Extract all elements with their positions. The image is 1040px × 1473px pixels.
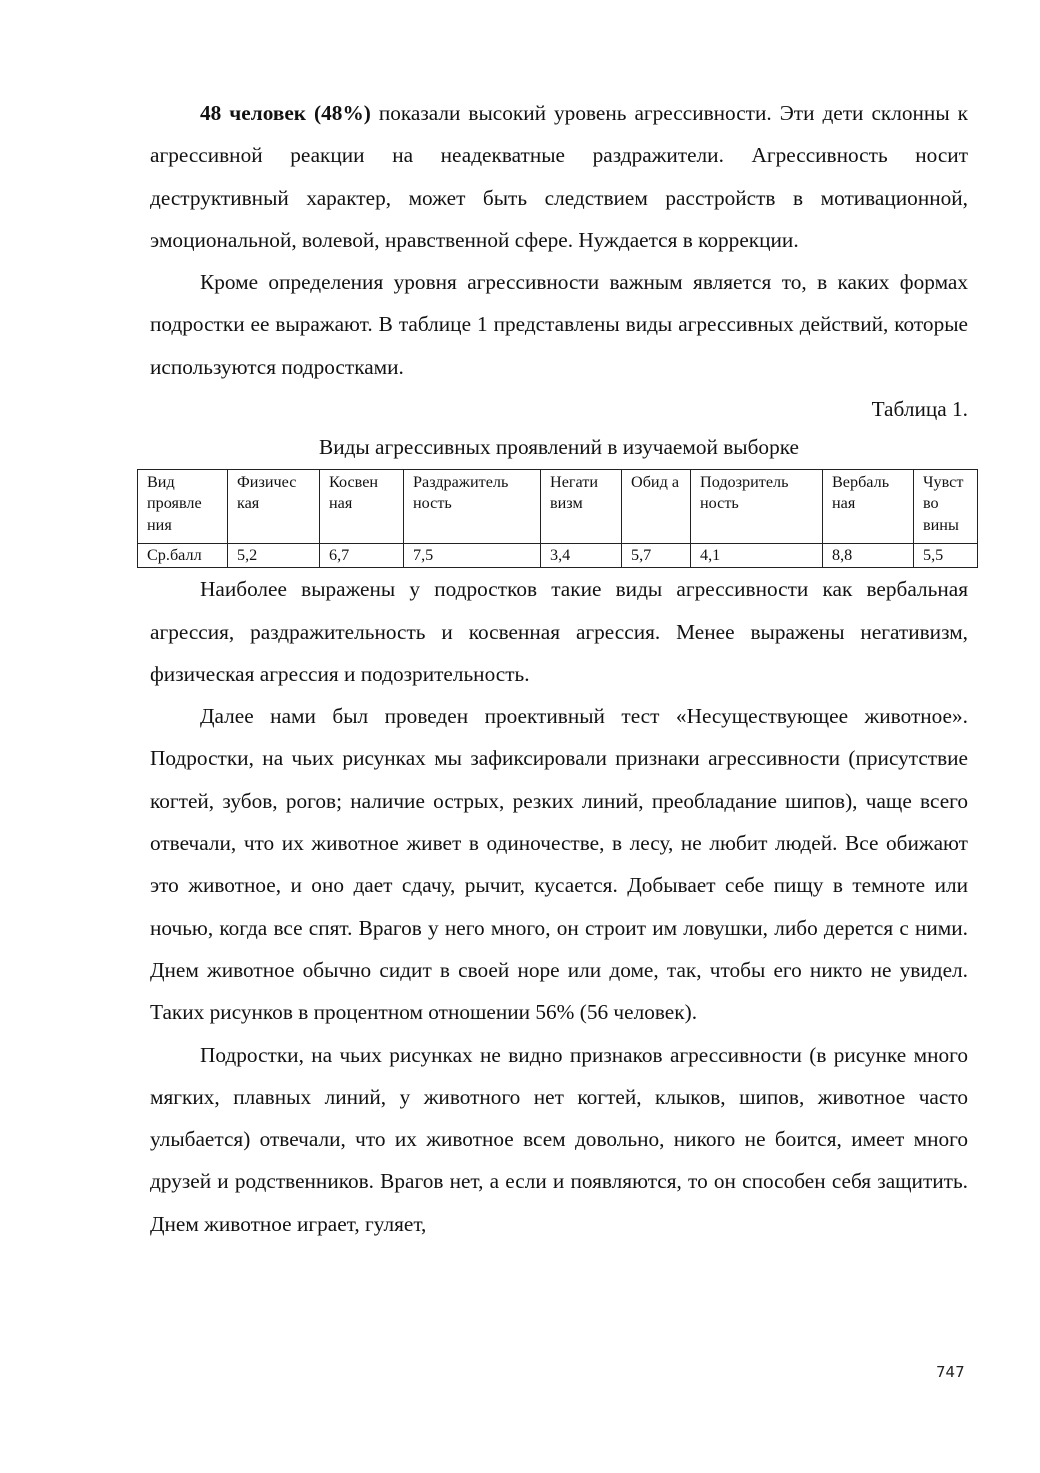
table-cell: 8,8 [823, 543, 914, 568]
table-cell: 5,7 [622, 543, 691, 568]
table-header-cell: Косвен ная [320, 469, 404, 543]
table-header-cell: Негати визм [541, 469, 622, 543]
table-cell: 5,5 [914, 543, 978, 568]
paragraph-text: показали высокий уровень агрессивности. Эти дети склонны к агрессивной реакции на неадекватные раздражители. Агрессивность носит деструктивный характер, может быть следствием расстройств в мотивационной, эмоциональной, волевой, нравственной сфере. Нуждается в коррекции. [150, 101, 968, 252]
table-header-cell: Чувст во вины [914, 469, 978, 543]
table-label: Таблица 1. [871, 397, 968, 422]
paragraph-forms-intro: Кроме определения уровня агрессивности важным является то, в каких формах подростки ее выражают. В таблице 1 представлены виды агрессивных действий, которые используются подростками. [150, 270, 968, 379]
table-header-cell: Обид а [622, 469, 691, 543]
table-cell: 4,1 [691, 543, 823, 568]
paragraph-most-expressed: Наиболее выражены у подростков такие виды агрессивности как вербальная агрессия, раздражительность и косвенная агрессия. Менее выражены негативизм, физическая агрессия и подозрительность. [150, 577, 968, 686]
table-header-cell: Вербаль ная [823, 469, 914, 543]
paragraph-high-aggression [150, 92, 968, 261]
table-cell: 5,2 [228, 543, 320, 568]
table-cell: 3,4 [541, 543, 622, 568]
table-header-cell: Раздражитель ность [404, 469, 541, 543]
table-title: Виды агрессивных проявлений в изучаемой выборке [318, 435, 799, 460]
table-cell: 6,7 [320, 543, 404, 568]
table-cell: 7,5 [404, 543, 541, 568]
document-page [147, 92, 968, 1245]
page-number: 747 [936, 1363, 965, 1381]
table-header-row [138, 469, 978, 543]
table-header-cell: Вид проявле ния [138, 469, 228, 543]
bold-lead: 48 человек (48%) [200, 101, 371, 125]
table-header-cell: Подозритель ность [691, 469, 823, 543]
table-header-cell: Физичес кая [228, 469, 320, 543]
aggression-table [137, 469, 978, 569]
table-row [138, 543, 978, 568]
paragraph-non-aggressive: Подростки, на чьих рисунках не видно признаков агрессивности (в рисунке много мягких, плавных линий, у животного нет когтей, клыков, шипов, животное часто улыбается) отвечали, что их животное всем довольно, никого не боится, имеет много друзей и родственников. Врагов нет, а если и появляются, то он способен себя защитить. Днем животное играет, гуляет, [150, 1042, 968, 1236]
table-row-label: Ср.балл [138, 543, 228, 568]
paragraph-projective-test: Далее нами был проведен проективный тест «Несуществующее животное». Подростки, на чьих рисунках мы зафиксировали признаки агрессивности (присутствие когтей, зубов, рогов; наличие острых, резких линий, преобладание шипов), чаще всего отвечали, что их животное живет в одиночестве, в лесу, не любит людей. Все обижают это животное, и оно дает сдачу, рычит, кусается. Добывает себе пищу в темноте или ночью, когда все спят. Врагов у него много, он строит им ловушки, либо дерется с ними. Днем животное обычно сидит в своей норе или доме, так, чтобы его никто не увидел. Таких рисунков в процентном отношении 56% (56 человек). [150, 704, 968, 1025]
